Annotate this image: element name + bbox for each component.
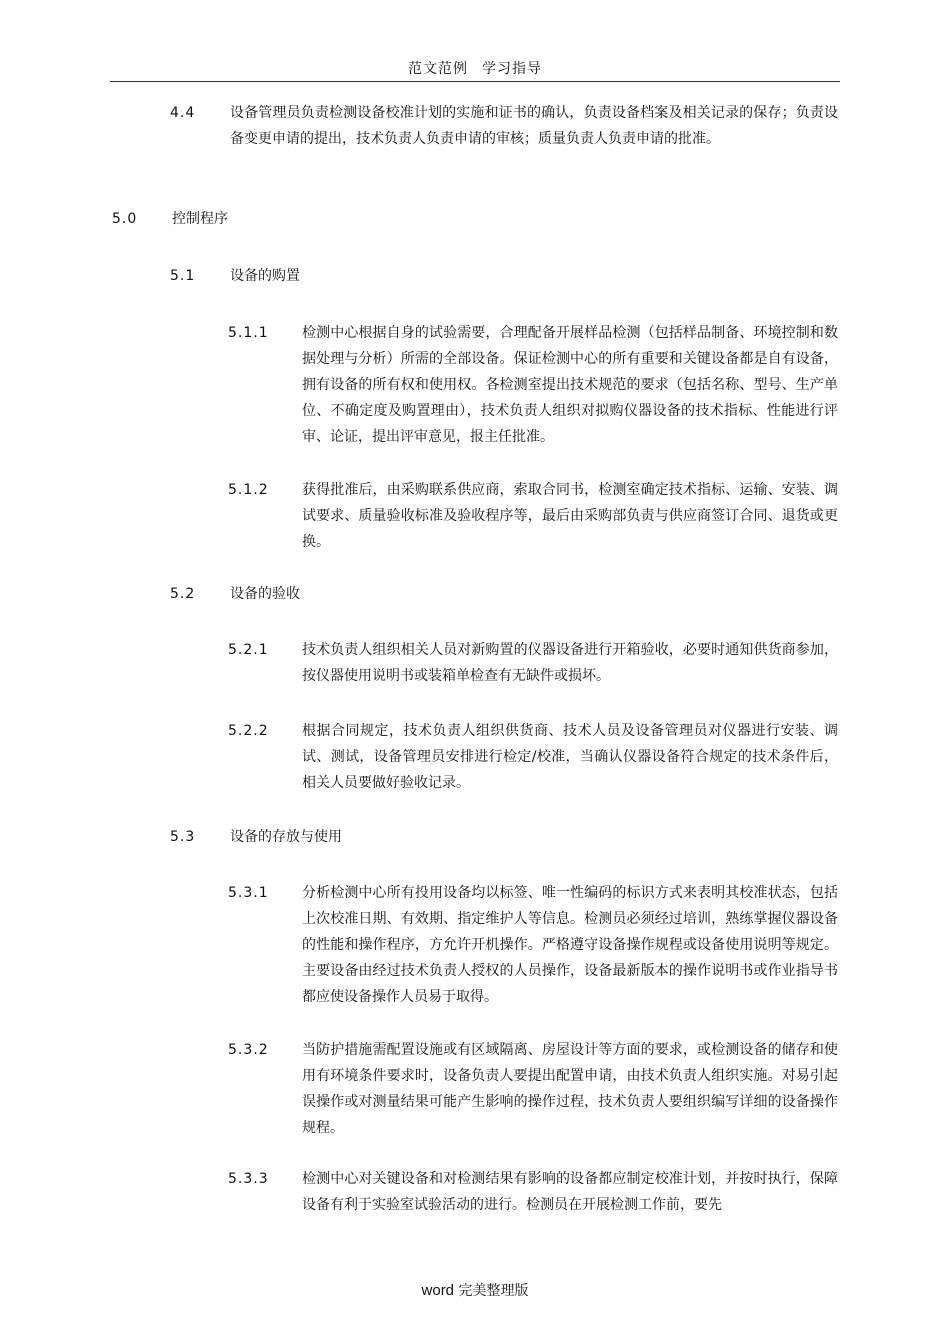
page-footer — [0, 1282, 950, 1300]
section-number: 5.2.1 — [228, 642, 269, 658]
section-number: 5.1.1 — [228, 325, 269, 341]
section-number: 5.3.1 — [228, 885, 269, 901]
section-heading: 设备的购置 — [230, 268, 300, 284]
header-rule — [110, 81, 840, 82]
section-number: 5.0 — [112, 211, 138, 227]
section-text: 根据合同规定，技术负责人组织供货商、技术人员及设备管理员对仪器进行安装、调试、测试，设备管理员安排进行检定/校准，当确认仪器设备符合规定的技术条件后，相关人员要做好验收记录。 — [302, 723, 838, 791]
section-number: 5.2 — [170, 586, 196, 602]
section-number: 5.1.2 — [228, 482, 269, 498]
header-right-text: 学习指导 — [482, 61, 542, 77]
section-heading: 设备的存放与使用 — [230, 829, 342, 845]
section-text: 技术负责人组织相关人员对新购置的仪器设备进行开箱验收，必要时通知供货商参加，按仪器使用说明书或装箱单检查有无缺件或损坏。 — [302, 642, 838, 684]
header-left-text: 范文范例 — [408, 61, 468, 77]
page-header — [0, 60, 950, 78]
section-heading: 控制程序 — [172, 211, 228, 227]
footer-latin-text: word — [421, 1282, 455, 1299]
section-text: 设备管理员负责检测设备校准计划的实施和证书的确认，负责设备档案及相关记录的保存；负责设备变更申请的提出，技术负责人负责申请的审核；质量负责人负责申请的批准。 — [230, 105, 838, 147]
section-number: 5.3 — [170, 829, 196, 845]
footer-cjk-text: 完美整理版 — [458, 1283, 529, 1299]
section-number: 5.2.2 — [228, 723, 269, 739]
section-number: 4.4 — [170, 105, 196, 121]
section-heading: 设备的验收 — [230, 586, 300, 602]
section-text: 当防护措施需配置设施或有区域隔离、房屋设计等方面的要求，或检测设备的储存和使用有环境条件要求时，设备负责人要提出配置申请，由技术负责人组织实施。对易引起误操作或对测量结果可能产生影响的操作过程，技术负责人要组织编写详细的设备操作规程。 — [302, 1042, 838, 1136]
section-text: 检测中心根据自身的试验需要，合理配备开展样品检测（包括样品制备、环境控制和数据处理与分析）所需的全部设备。保证检测中心的所有重要和关键设备都是自有设备，拥有设备的所有权和使用权。各检测室提出技术规范的要求（包括名称、型号、生产单位、不确定度及购置理由），技术负责人组织对拟购仪器设备的技术指标、性能进行评审、论证，提出评审意见，报主任批准。 — [302, 325, 838, 445]
section-number: 5.3.2 — [228, 1042, 269, 1058]
section-number: 5.3.3 — [228, 1171, 269, 1187]
section-number: 5.1 — [170, 268, 196, 284]
section-text: 获得批准后，由采购联系供应商，索取合同书，检测室确定技术指标、运输、安装、调试要求、质量验收标准及验收程序等，最后由采购部负责与供应商签订合同、退货或更换。 — [302, 482, 838, 550]
section-text: 分析检测中心所有投用设备均以标签、唯一性编码的标识方式来表明其校准状态，包括上次校准日期、有效期、指定维护人等信息。检测员必须经过培训，熟练掌握仪器设备的性能和操作程序，方允许开机操作。严格遵守设备操作规程或设备使用说明等规定。主要设备由经过技术负责人授权的人员操作，设备最新版本的操作说明书或作业指导书都应使设备操作人员易于取得。 — [302, 885, 838, 1005]
section-text: 检测中心对关键设备和对检测结果有影响的设备都应制定校准计划，并按时执行，保障设备有利于实验室试验活动的进行。检测员在开展检测工作前，要先 — [302, 1171, 838, 1213]
